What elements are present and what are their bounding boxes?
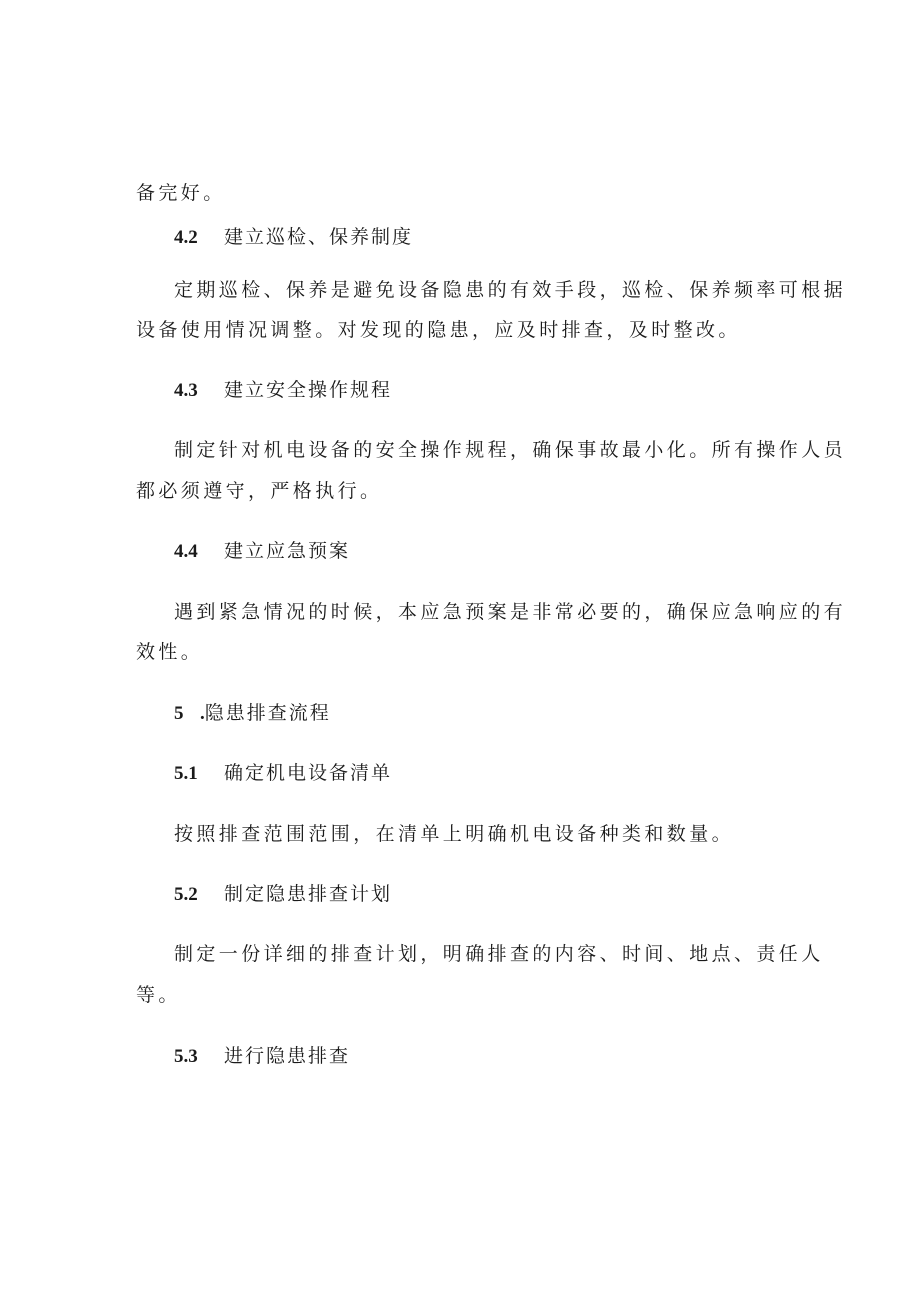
section-heading-5-2	[174, 882, 392, 907]
section-title: 制定隐患排查计划	[224, 883, 393, 905]
paragraph-line: 效性。	[136, 641, 204, 663]
section-heading-5	[174, 701, 331, 726]
section-number: 5.2	[174, 884, 198, 905]
section-title: 隐患排查流程	[204, 702, 331, 724]
section-number-dot: .	[200, 703, 205, 724]
paragraph-line: 制定针对机电设备的安全操作规程，确保事故最小化。所有操作人员	[174, 439, 847, 461]
section-number: 5.3	[174, 1046, 198, 1067]
section-heading-4-4	[174, 539, 350, 564]
paragraph-line: 等。	[136, 984, 181, 1006]
paragraph-line: 遇到紧急情况的时候，本应急预案是非常必要的，确保应急响应的有	[174, 601, 847, 623]
section-title: 建立安全操作规程	[224, 379, 393, 401]
section-number: 4.4	[174, 541, 198, 562]
section-number: 4.2	[174, 227, 198, 248]
paragraph-line: 制定一份详细的排查计划，明确排查的内容、时间、地点、责任人	[174, 943, 824, 965]
paragraph-line: 都必须遵守，严格执行。	[136, 480, 383, 502]
paragraph-line: 备完好。	[136, 182, 226, 204]
section-number: 4.3	[174, 380, 198, 401]
section-number: 5	[174, 703, 184, 724]
section-heading-5-1	[174, 761, 392, 786]
section-heading-4-2	[174, 225, 413, 250]
section-title: 建立巡检、保养制度	[224, 226, 414, 248]
paragraph-line: 按照排查范围范围，在清单上明确机电设备种类和数量。	[174, 823, 735, 845]
section-title: 确定机电设备清单	[224, 762, 393, 784]
paragraph-line: 定期巡检、保养是避免设备隐患的有效手段，巡检、保养频率可根据	[174, 279, 847, 301]
paragraph-line: 设备使用情况调整。对发现的隐患，应及时排查，及时整改。	[136, 319, 741, 341]
section-number: 5.1	[174, 763, 198, 784]
section-heading-5-3	[174, 1044, 350, 1069]
section-title: 建立应急预案	[224, 540, 351, 562]
section-heading-4-3	[174, 378, 392, 403]
section-title: 进行隐患排查	[224, 1045, 351, 1067]
